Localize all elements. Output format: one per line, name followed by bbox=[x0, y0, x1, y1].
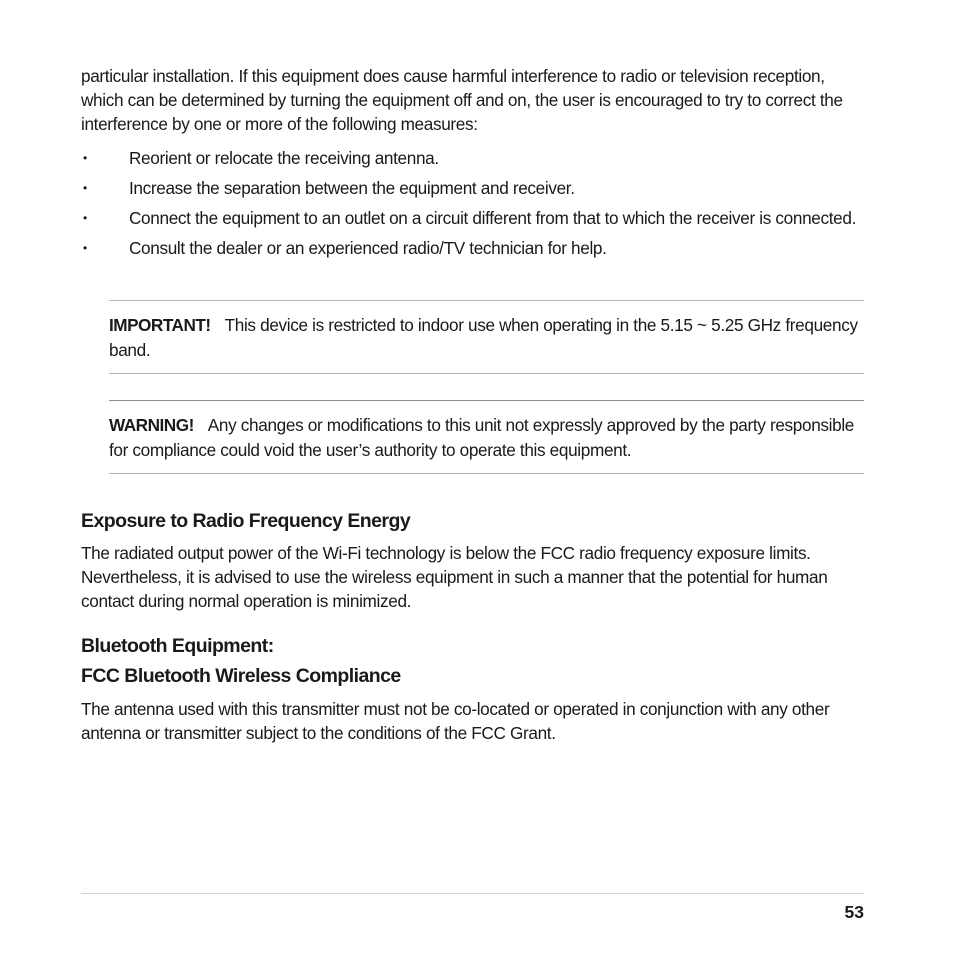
exposure-paragraph: The radiated output power of the Wi-Fi technology is below the FCC radio frequency exposure limits. Nevertheless, it is advised to use the wireless equipment in such a manner that the potential for human contact during normal operation is minimized. bbox=[81, 543, 828, 611]
important-notice bbox=[109, 300, 864, 374]
important-label: IMPORTANT! bbox=[109, 315, 211, 335]
bullet-icon: • bbox=[83, 241, 87, 255]
page-number: 53 bbox=[844, 902, 864, 922]
warning-notice bbox=[109, 400, 864, 474]
list-item: • Reorient or relocate the receiving antenna. bbox=[83, 148, 439, 168]
bluetooth-paragraph: The antenna used with this transmitter must not be co-located or operated in conjunction with any other antenna or transmitter subject to the conditions of the FCC Grant. bbox=[81, 699, 830, 743]
measures-list bbox=[81, 146, 864, 260]
bullet-icon: • bbox=[83, 151, 87, 165]
warning-label: WARNING! bbox=[109, 415, 194, 435]
bluetooth-heading-line1: Bluetooth Equipment: bbox=[81, 635, 274, 657]
exposure-heading: Exposure to Radio Frequency Energy bbox=[81, 510, 411, 532]
list-item: • Connect the equipment to an outlet on a circuit different from that to which the receiver is connected. bbox=[83, 208, 856, 228]
warning-text: Any changes or modifications to this unit not expressly approved by the party responsible for compliance could void the user’s authority to operate this equipment. bbox=[109, 415, 855, 460]
intro-paragraph: particular installation. If this equipment does cause harmful interference to radio or television reception, which can be determined by turning the equipment off and on, the user is encouraged to try to correct the interference by one or more of the following measures: bbox=[81, 66, 843, 134]
important-text: This device is restricted to indoor use when operating in the 5.15 ~ 5.25 GHz frequency band. bbox=[109, 315, 858, 360]
bullet-icon: • bbox=[83, 211, 87, 225]
bluetooth-heading bbox=[81, 631, 864, 691]
footer-divider bbox=[81, 893, 864, 894]
page-content bbox=[81, 64, 864, 745]
bullet-icon: • bbox=[83, 181, 87, 195]
bluetooth-heading-line2: FCC Bluetooth Wireless Compliance bbox=[81, 665, 401, 687]
list-item: • Consult the dealer or an experienced radio/TV technician for help. bbox=[83, 238, 607, 258]
list-item: • Increase the separation between the equipment and receiver. bbox=[83, 178, 575, 198]
